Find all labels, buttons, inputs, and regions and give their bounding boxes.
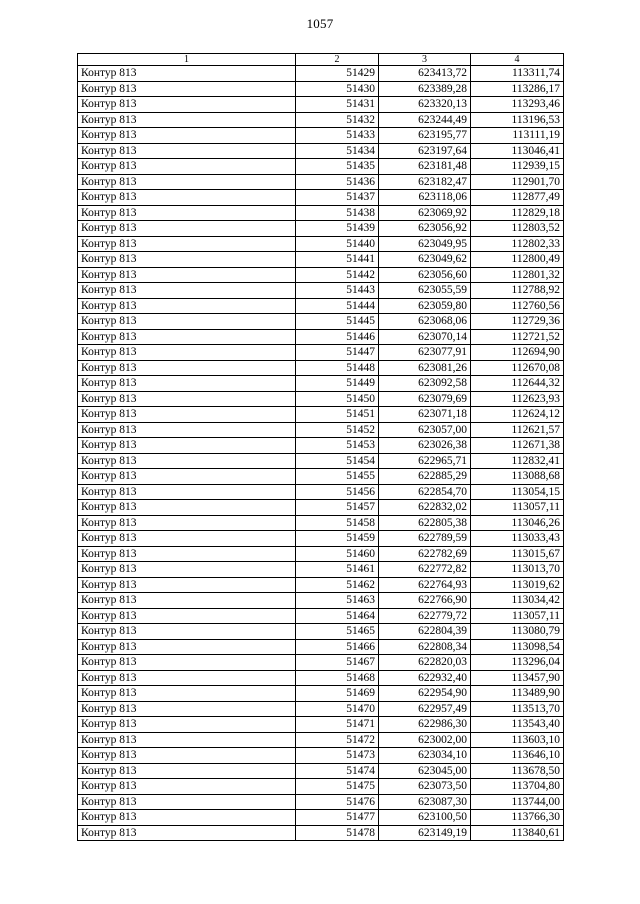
x-coordinate-cell: 622808,34 (379, 639, 471, 655)
contour-name-cell: Контур 813 (78, 112, 296, 128)
y-coordinate-cell: 113489,90 (471, 686, 564, 702)
x-coordinate-cell: 623181,48 (379, 159, 471, 175)
x-coordinate-cell: 623118,06 (379, 190, 471, 206)
x-coordinate-cell: 623056,60 (379, 267, 471, 283)
y-coordinate-cell: 113046,41 (471, 143, 564, 159)
x-coordinate-cell: 623049,95 (379, 236, 471, 252)
y-coordinate-cell: 113057,11 (471, 608, 564, 624)
table-row (78, 732, 564, 748)
y-coordinate-cell: 112829,18 (471, 205, 564, 221)
point-number-cell: 51434 (296, 143, 379, 159)
point-number-cell: 51431 (296, 97, 379, 113)
x-coordinate-cell: 623055,59 (379, 283, 471, 299)
y-coordinate-cell: 113286,17 (471, 81, 564, 97)
point-number-cell: 51477 (296, 810, 379, 826)
table-row (78, 143, 564, 159)
point-number-cell: 51471 (296, 717, 379, 733)
contour-name-cell: Контур 813 (78, 81, 296, 97)
table-row (78, 469, 564, 485)
column-header: 4 (471, 54, 564, 66)
x-coordinate-cell: 622965,71 (379, 453, 471, 469)
table-row (78, 531, 564, 547)
y-coordinate-cell: 113744,00 (471, 794, 564, 810)
table-row (78, 825, 564, 841)
table-row (78, 670, 564, 686)
x-coordinate-cell: 623071,18 (379, 407, 471, 423)
contour-name-cell: Контур 813 (78, 515, 296, 531)
contour-name-cell: Контур 813 (78, 779, 296, 795)
contour-name-cell: Контур 813 (78, 267, 296, 283)
contour-name-cell: Контур 813 (78, 593, 296, 609)
table-row (78, 391, 564, 407)
y-coordinate-cell: 113019,62 (471, 577, 564, 593)
y-coordinate-cell: 113015,67 (471, 546, 564, 562)
contour-name-cell: Контур 813 (78, 391, 296, 407)
table-row (78, 252, 564, 268)
table-row (78, 66, 564, 82)
x-coordinate-cell: 622779,72 (379, 608, 471, 624)
point-number-cell: 51450 (296, 391, 379, 407)
y-coordinate-cell: 113840,61 (471, 825, 564, 841)
contour-name-cell: Контур 813 (78, 686, 296, 702)
contour-name-cell: Контур 813 (78, 500, 296, 516)
contour-name-cell: Контур 813 (78, 97, 296, 113)
point-number-cell: 51447 (296, 345, 379, 361)
y-coordinate-cell: 112623,93 (471, 391, 564, 407)
table-row (78, 314, 564, 330)
table-row (78, 221, 564, 237)
y-coordinate-cell: 113704,80 (471, 779, 564, 795)
contour-name-cell: Контур 813 (78, 345, 296, 361)
table-row (78, 624, 564, 640)
point-number-cell: 51452 (296, 422, 379, 438)
point-number-cell: 51475 (296, 779, 379, 795)
contour-name-cell: Контур 813 (78, 376, 296, 392)
table-row (78, 577, 564, 593)
x-coordinate-cell: 623002,00 (379, 732, 471, 748)
point-number-cell: 51430 (296, 81, 379, 97)
table-row (78, 422, 564, 438)
table-row (78, 81, 564, 97)
point-number-cell: 51442 (296, 267, 379, 283)
table-row (78, 717, 564, 733)
point-number-cell: 51449 (296, 376, 379, 392)
x-coordinate-cell: 623100,50 (379, 810, 471, 826)
x-coordinate-cell: 622854,70 (379, 484, 471, 500)
page-number: 1057 (306, 16, 334, 31)
x-coordinate-cell: 622986,30 (379, 717, 471, 733)
point-number-cell: 51438 (296, 205, 379, 221)
point-number-cell: 51473 (296, 748, 379, 764)
contour-name-cell: Контур 813 (78, 252, 296, 268)
point-number-cell: 51429 (296, 66, 379, 82)
point-number-cell: 51446 (296, 329, 379, 345)
contour-name-cell: Контур 813 (78, 639, 296, 655)
x-coordinate-cell: 622954,90 (379, 686, 471, 702)
coordinates-table (77, 53, 564, 841)
contour-name-cell: Контур 813 (78, 143, 296, 159)
x-coordinate-cell: 623149,19 (379, 825, 471, 841)
contour-name-cell: Контур 813 (78, 562, 296, 578)
contour-name-cell: Контур 813 (78, 748, 296, 764)
y-coordinate-cell: 113098,54 (471, 639, 564, 655)
x-coordinate-cell: 623092,58 (379, 376, 471, 392)
x-coordinate-cell: 623413,72 (379, 66, 471, 82)
y-coordinate-cell: 112801,32 (471, 267, 564, 283)
point-number-cell: 51478 (296, 825, 379, 841)
x-coordinate-cell: 623077,91 (379, 345, 471, 361)
y-coordinate-cell: 113196,53 (471, 112, 564, 128)
y-coordinate-cell: 113678,50 (471, 763, 564, 779)
point-number-cell: 51470 (296, 701, 379, 717)
y-coordinate-cell: 113766,30 (471, 810, 564, 826)
x-coordinate-cell: 623320,13 (379, 97, 471, 113)
y-coordinate-cell: 113293,46 (471, 97, 564, 113)
table-row (78, 515, 564, 531)
contour-name-cell: Контур 813 (78, 469, 296, 485)
y-coordinate-cell: 112939,15 (471, 159, 564, 175)
x-coordinate-cell: 622832,02 (379, 500, 471, 516)
y-coordinate-cell: 112644,32 (471, 376, 564, 392)
x-coordinate-cell: 623026,38 (379, 438, 471, 454)
x-coordinate-cell: 623056,92 (379, 221, 471, 237)
x-coordinate-cell: 623244,49 (379, 112, 471, 128)
point-number-cell: 51433 (296, 128, 379, 144)
table-row (78, 97, 564, 113)
table-row (78, 360, 564, 376)
point-number-cell: 51448 (296, 360, 379, 376)
table-row (78, 205, 564, 221)
column-header: 1 (78, 54, 296, 66)
point-number-cell: 51462 (296, 577, 379, 593)
contour-name-cell: Контур 813 (78, 422, 296, 438)
contour-name-cell: Контур 813 (78, 484, 296, 500)
y-coordinate-cell: 112877,49 (471, 190, 564, 206)
y-coordinate-cell: 113311,74 (471, 66, 564, 82)
x-coordinate-cell: 623069,92 (379, 205, 471, 221)
x-coordinate-cell: 623068,06 (379, 314, 471, 330)
table-row (78, 810, 564, 826)
x-coordinate-cell: 622820,03 (379, 655, 471, 671)
contour-name-cell: Контур 813 (78, 825, 296, 841)
point-number-cell: 51472 (296, 732, 379, 748)
table-row (78, 453, 564, 469)
x-coordinate-cell: 623087,30 (379, 794, 471, 810)
contour-name-cell: Контур 813 (78, 174, 296, 190)
x-coordinate-cell: 623045,00 (379, 763, 471, 779)
contour-name-cell: Контур 813 (78, 810, 296, 826)
point-number-cell: 51454 (296, 453, 379, 469)
y-coordinate-cell: 112721,52 (471, 329, 564, 345)
y-coordinate-cell: 112624,12 (471, 407, 564, 423)
y-coordinate-cell: 113080,79 (471, 624, 564, 640)
point-number-cell: 51441 (296, 252, 379, 268)
column-header: 3 (379, 54, 471, 66)
point-number-cell: 51432 (296, 112, 379, 128)
x-coordinate-cell: 622957,49 (379, 701, 471, 717)
contour-name-cell: Контур 813 (78, 298, 296, 314)
table-body (78, 66, 564, 841)
y-coordinate-cell: 113603,10 (471, 732, 564, 748)
table-row (78, 267, 564, 283)
point-number-cell: 51467 (296, 655, 379, 671)
table-row (78, 546, 564, 562)
x-coordinate-cell: 623059,80 (379, 298, 471, 314)
point-number-cell: 51443 (296, 283, 379, 299)
table-row (78, 283, 564, 299)
x-coordinate-cell: 622804,39 (379, 624, 471, 640)
point-number-cell: 51455 (296, 469, 379, 485)
contour-name-cell: Контур 813 (78, 360, 296, 376)
y-coordinate-cell: 112670,08 (471, 360, 564, 376)
point-number-cell: 51464 (296, 608, 379, 624)
point-number-cell: 51460 (296, 546, 379, 562)
y-coordinate-cell: 112788,92 (471, 283, 564, 299)
table-row (78, 686, 564, 702)
point-number-cell: 51461 (296, 562, 379, 578)
x-coordinate-cell: 623034,10 (379, 748, 471, 764)
x-coordinate-cell: 623073,50 (379, 779, 471, 795)
point-number-cell: 51466 (296, 639, 379, 655)
y-coordinate-cell: 113296,04 (471, 655, 564, 671)
table-row (78, 593, 564, 609)
point-number-cell: 51469 (296, 686, 379, 702)
point-number-cell: 51451 (296, 407, 379, 423)
contour-name-cell: Контур 813 (78, 577, 296, 593)
table-row (78, 112, 564, 128)
x-coordinate-cell: 623070,14 (379, 329, 471, 345)
x-coordinate-cell: 622885,29 (379, 469, 471, 485)
point-number-cell: 51459 (296, 531, 379, 547)
table-row (78, 438, 564, 454)
point-number-cell: 51453 (296, 438, 379, 454)
contour-name-cell: Контур 813 (78, 205, 296, 221)
point-number-cell: 51437 (296, 190, 379, 206)
point-number-cell: 51468 (296, 670, 379, 686)
table-row (78, 763, 564, 779)
contour-name-cell: Контур 813 (78, 794, 296, 810)
point-number-cell: 51445 (296, 314, 379, 330)
y-coordinate-cell: 113054,15 (471, 484, 564, 500)
y-coordinate-cell: 112729,36 (471, 314, 564, 330)
y-coordinate-cell: 112803,52 (471, 221, 564, 237)
contour-name-cell: Контур 813 (78, 314, 296, 330)
table-row (78, 655, 564, 671)
x-coordinate-cell: 622782,69 (379, 546, 471, 562)
y-coordinate-cell: 113646,10 (471, 748, 564, 764)
point-number-cell: 51458 (296, 515, 379, 531)
table-row (78, 128, 564, 144)
table-row (78, 407, 564, 423)
y-coordinate-cell: 113513,70 (471, 701, 564, 717)
point-number-cell: 51474 (296, 763, 379, 779)
x-coordinate-cell: 622805,38 (379, 515, 471, 531)
x-coordinate-cell: 622932,40 (379, 670, 471, 686)
y-coordinate-cell: 113057,11 (471, 500, 564, 516)
contour-name-cell: Контур 813 (78, 717, 296, 733)
table-row (78, 329, 564, 345)
y-coordinate-cell: 112694,90 (471, 345, 564, 361)
point-number-cell: 51465 (296, 624, 379, 640)
table-row (78, 608, 564, 624)
contour-name-cell: Контур 813 (78, 438, 296, 454)
table-header-row (78, 54, 564, 66)
point-number-cell: 51440 (296, 236, 379, 252)
contour-name-cell: Контур 813 (78, 128, 296, 144)
point-number-cell: 51444 (296, 298, 379, 314)
column-header: 2 (296, 54, 379, 66)
x-coordinate-cell: 623081,26 (379, 360, 471, 376)
table-row (78, 562, 564, 578)
x-coordinate-cell: 623079,69 (379, 391, 471, 407)
table-row (78, 190, 564, 206)
y-coordinate-cell: 113088,68 (471, 469, 564, 485)
contour-name-cell: Контур 813 (78, 159, 296, 175)
y-coordinate-cell: 113013,70 (471, 562, 564, 578)
table-row (78, 236, 564, 252)
y-coordinate-cell: 112832,41 (471, 453, 564, 469)
contour-name-cell: Контур 813 (78, 221, 296, 237)
contour-name-cell: Контур 813 (78, 407, 296, 423)
x-coordinate-cell: 622772,82 (379, 562, 471, 578)
contour-name-cell: Контур 813 (78, 732, 296, 748)
y-coordinate-cell: 112621,57 (471, 422, 564, 438)
y-coordinate-cell: 112901,70 (471, 174, 564, 190)
y-coordinate-cell: 113111,19 (471, 128, 564, 144)
table-row (78, 779, 564, 795)
table-row (78, 794, 564, 810)
y-coordinate-cell: 112760,56 (471, 298, 564, 314)
x-coordinate-cell: 622789,59 (379, 531, 471, 547)
table-row (78, 174, 564, 190)
contour-name-cell: Контур 813 (78, 66, 296, 82)
table-row (78, 639, 564, 655)
point-number-cell: 51456 (296, 484, 379, 500)
y-coordinate-cell: 113033,43 (471, 531, 564, 547)
contour-name-cell: Контур 813 (78, 701, 296, 717)
contour-name-cell: Контур 813 (78, 283, 296, 299)
point-number-cell: 51435 (296, 159, 379, 175)
table-row (78, 345, 564, 361)
y-coordinate-cell: 113046,26 (471, 515, 564, 531)
table-row (78, 500, 564, 516)
contour-name-cell: Контур 813 (78, 624, 296, 640)
x-coordinate-cell: 623057,00 (379, 422, 471, 438)
x-coordinate-cell: 623197,64 (379, 143, 471, 159)
contour-name-cell: Контур 813 (78, 190, 296, 206)
table-row (78, 159, 564, 175)
contour-name-cell: Контур 813 (78, 329, 296, 345)
x-coordinate-cell: 622764,93 (379, 577, 471, 593)
y-coordinate-cell: 112802,33 (471, 236, 564, 252)
point-number-cell: 51457 (296, 500, 379, 516)
contour-name-cell: Контур 813 (78, 655, 296, 671)
y-coordinate-cell: 113034,42 (471, 593, 564, 609)
point-number-cell: 51439 (296, 221, 379, 237)
y-coordinate-cell: 112671,38 (471, 438, 564, 454)
table-row (78, 701, 564, 717)
y-coordinate-cell: 113457,90 (471, 670, 564, 686)
contour-name-cell: Контур 813 (78, 236, 296, 252)
contour-name-cell: Контур 813 (78, 531, 296, 547)
x-coordinate-cell: 623389,28 (379, 81, 471, 97)
table-row (78, 484, 564, 500)
y-coordinate-cell: 112800,49 (471, 252, 564, 268)
contour-name-cell: Контур 813 (78, 763, 296, 779)
y-coordinate-cell: 113543,40 (471, 717, 564, 733)
point-number-cell: 51463 (296, 593, 379, 609)
x-coordinate-cell: 622766,90 (379, 593, 471, 609)
x-coordinate-cell: 623182,47 (379, 174, 471, 190)
contour-name-cell: Контур 813 (78, 670, 296, 686)
contour-name-cell: Контур 813 (78, 546, 296, 562)
contour-name-cell: Контур 813 (78, 453, 296, 469)
table-row (78, 376, 564, 392)
x-coordinate-cell: 623195,77 (379, 128, 471, 144)
point-number-cell: 51436 (296, 174, 379, 190)
point-number-cell: 51476 (296, 794, 379, 810)
table-row (78, 748, 564, 764)
table-row (78, 298, 564, 314)
contour-name-cell: Контур 813 (78, 608, 296, 624)
x-coordinate-cell: 623049,62 (379, 252, 471, 268)
